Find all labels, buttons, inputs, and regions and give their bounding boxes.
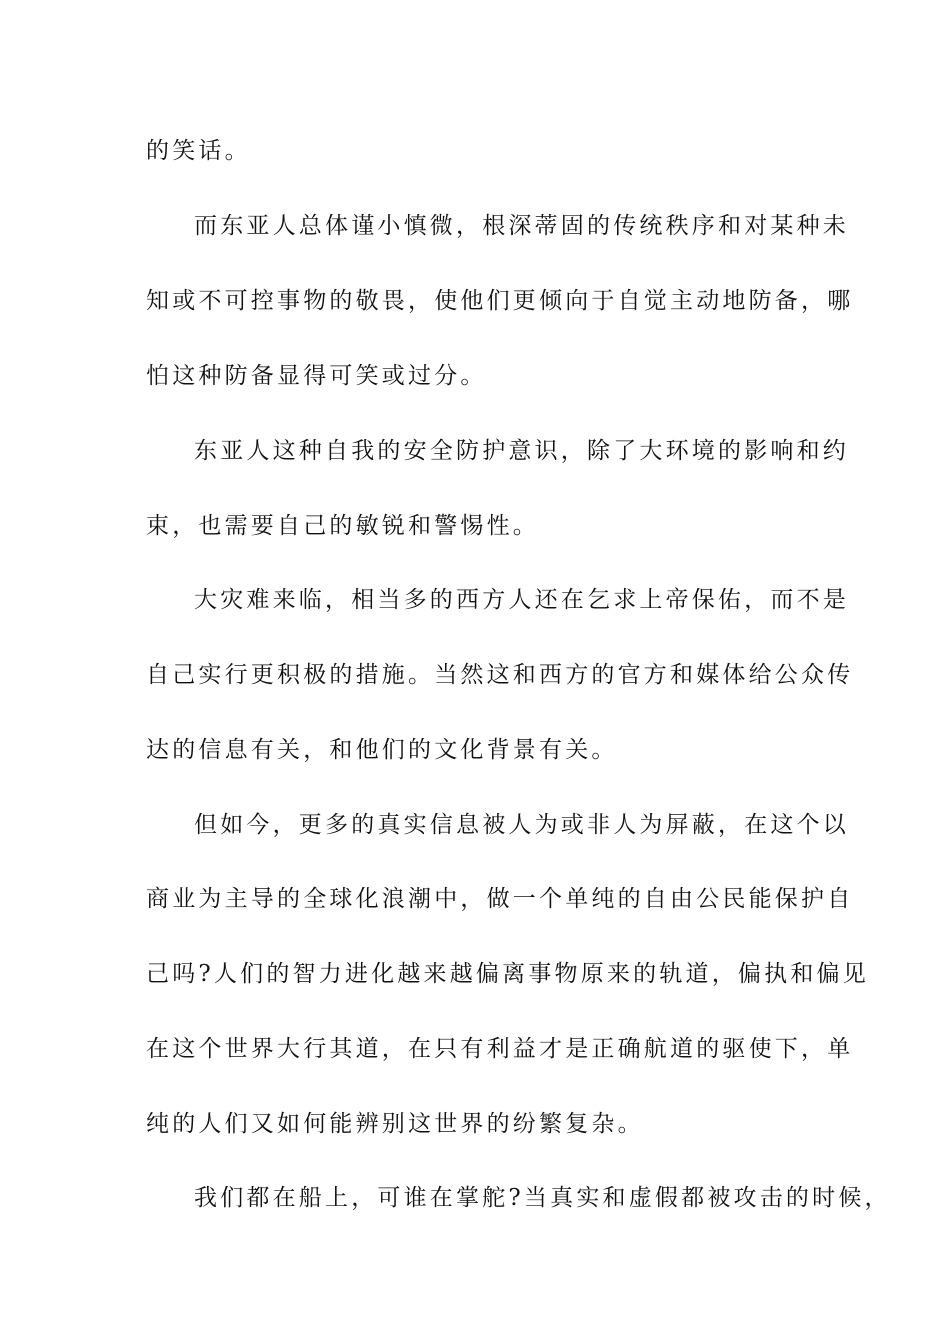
paragraph-first-line: 但如今，更多的真实信息被人为或非人为屏蔽，在这个以 [194, 812, 849, 838]
paragraph-first-line: 我们都在船上，可谁在掌舵?当真实和虚假都被攻击的时候， [194, 1185, 891, 1211]
text-line: 纯的人们又如何能辨别这世界的纷繁复杂。 [146, 1111, 644, 1137]
paragraph-first-line: 大灾难来临，相当多的西方人还在乞求上帝保佑，而不是 [194, 587, 849, 613]
paragraph-first-line: 而东亚人总体谨小慎微，根深蒂固的传统秩序和对某种未 [194, 213, 849, 239]
text-line: 知或不可控事物的敬畏，使他们更倾向于自觉主动地防备，哪 [146, 288, 854, 314]
text-line: 达的信息有关，和他们的文化背景有关。 [146, 737, 618, 763]
paragraph-first-line: 东亚人这种自我的安全防护意识，除了大环境的影响和约 [194, 438, 849, 464]
text-line: 束，也需要自己的敏锐和警惕性。 [146, 513, 539, 539]
text-line: 己吗?人们的智力进化越来越偏离事物原来的轨道，偏执和偏见 [146, 961, 869, 987]
text-line: 自己实行更积极的措施。当然这和西方的官方和媒体给公众传 [146, 662, 854, 688]
text-line: 的笑话。 [146, 138, 251, 164]
text-line: 商业为主导的全球化浪潮中，做一个单纯的自由公民能保护自 [146, 886, 854, 912]
text-line: 怕这种防备显得可笑或过分。 [146, 363, 487, 389]
text-line: 在这个世界大行其道，在只有利益才是正确航道的驱使下，单 [146, 1036, 854, 1062]
